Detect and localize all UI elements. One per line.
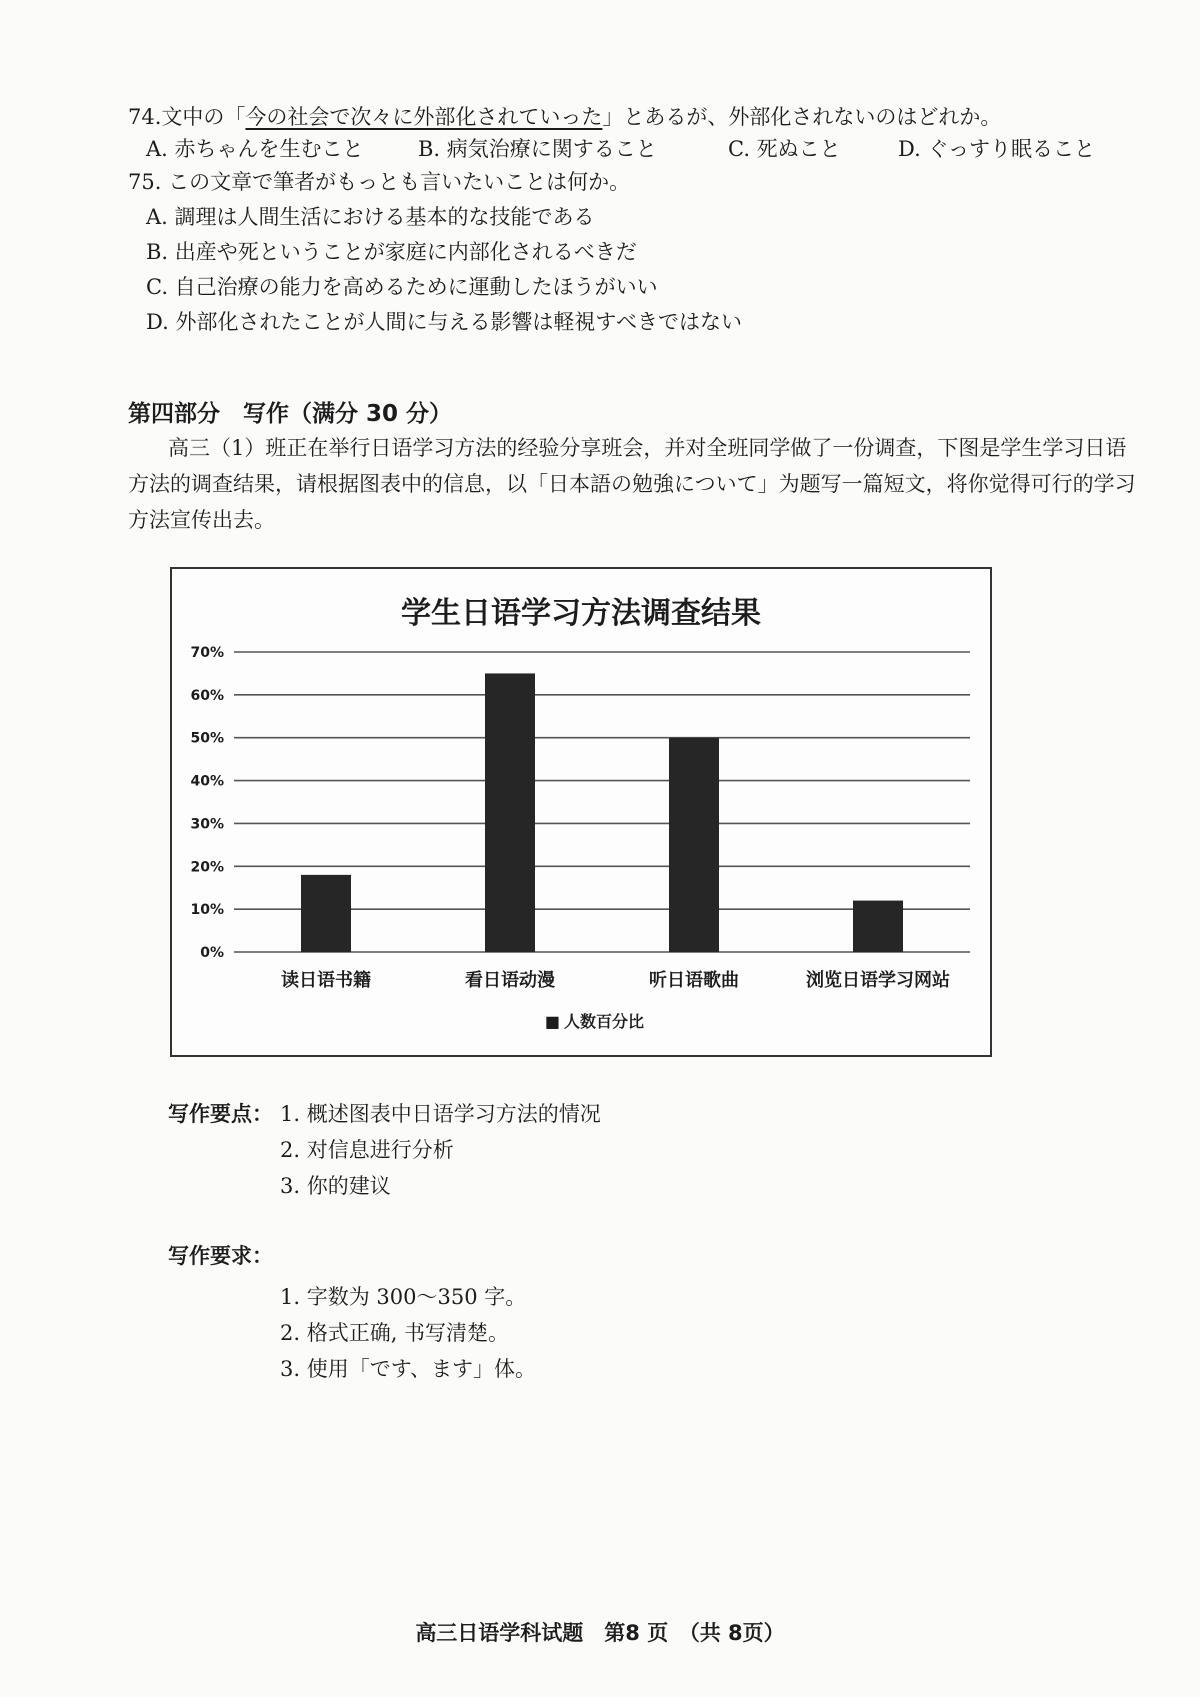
q74-option-b: B. 病気治療に関すること	[418, 137, 657, 161]
q75-option-a: A. 調理は人間生活における基本的な技能である	[146, 205, 595, 229]
bar-3	[853, 901, 903, 952]
question-74-quote: 今の社会で次々に外部化されていった	[245, 105, 603, 129]
page-footer: 高三日语学科试题 第8 页 （共 8页）	[415, 1621, 785, 1645]
question-75-stem: 75. この文章で筆者がもっとも言いたいことは何か。	[128, 170, 631, 194]
category-label: 看日语动漫	[465, 970, 555, 991]
y-tick-label: 40%	[190, 773, 224, 790]
y-tick-label: 30%	[190, 816, 224, 833]
q75-option-d: D. 外部化されたことが人間に与える影響は軽視すべきではない	[146, 310, 743, 334]
q74-option-c: C. 死ぬこと	[728, 137, 841, 161]
category-label: 浏览日语学习网站	[806, 970, 950, 991]
q74-option-d: D. ぐっすり眠ること	[898, 137, 1096, 161]
y-tick-label: 70%	[190, 645, 224, 661]
chart-bars	[301, 673, 903, 952]
y-tick-label: 50%	[190, 730, 224, 747]
y-tick-label: 0%	[200, 945, 224, 961]
bar-chart	[170, 567, 992, 1057]
writing-requirement-3: 3. 使用「です、ます」体。	[280, 1357, 537, 1381]
section-paragraph-text: 高三（1）班正在举行日语学习方法的经验分享班会，并对全班同学做了一份调查，下图是学生学习日语方法的调查结果，请根据图表中的信息，以「日本語の勉強について」为题写一篇短文，将你觉得可行的学习方法宣传出去。	[128, 436, 1136, 532]
chart-categories	[281, 969, 950, 991]
q75-option-c: C. 自己治療の能力を高めるために運動したほうがいい	[146, 275, 658, 299]
bar-chart-svg	[172, 569, 990, 1055]
category-label: 读日语书籍	[281, 970, 371, 991]
legend-label: 人数百分比	[564, 1012, 645, 1031]
writing-point-3: 3. 你的建议	[280, 1174, 391, 1198]
writing-point-1: 1. 概述图表中日语学习方法的情况	[280, 1102, 601, 1126]
y-tick-label: 60%	[190, 687, 224, 704]
chart-y-ticks	[190, 645, 224, 961]
bar-2	[669, 738, 719, 952]
writing-requirements-label: 写作要求：	[168, 1244, 273, 1268]
question-74-post: 」とあるが、外部化されないのはどれか。	[602, 105, 1002, 129]
q74-option-a: A. 赤ちゃんを生むこと	[146, 137, 364, 161]
writing-requirement-1: 1. 字数为 300～350 字。	[280, 1285, 527, 1309]
category-label: 听日语歌曲	[649, 970, 739, 991]
y-tick-label: 10%	[190, 902, 224, 919]
y-tick-label: 20%	[190, 859, 224, 876]
section-heading: 第四部分 写作（满分 30 分）	[128, 401, 453, 427]
writing-point-2: 2. 对信息进行分析	[280, 1138, 454, 1162]
writing-requirement-2: 2. 格式正确, 书写清楚。	[280, 1321, 510, 1345]
question-74	[128, 103, 1001, 131]
chart-title: 学生日语学习方法调查结果	[401, 596, 761, 631]
question-74-pre: 文中の「	[161, 105, 246, 129]
section-paragraph	[128, 430, 1138, 538]
chart-legend	[545, 1012, 644, 1031]
bar-0	[301, 875, 351, 952]
legend-marker: ■	[544, 1012, 560, 1031]
q75-option-b: B. 出産や死ということが家庭に内部化されるべきだ	[146, 240, 637, 264]
question-74-number: 74.	[128, 105, 162, 129]
writing-points-label: 写作要点：	[168, 1102, 273, 1126]
bar-1	[485, 673, 535, 952]
